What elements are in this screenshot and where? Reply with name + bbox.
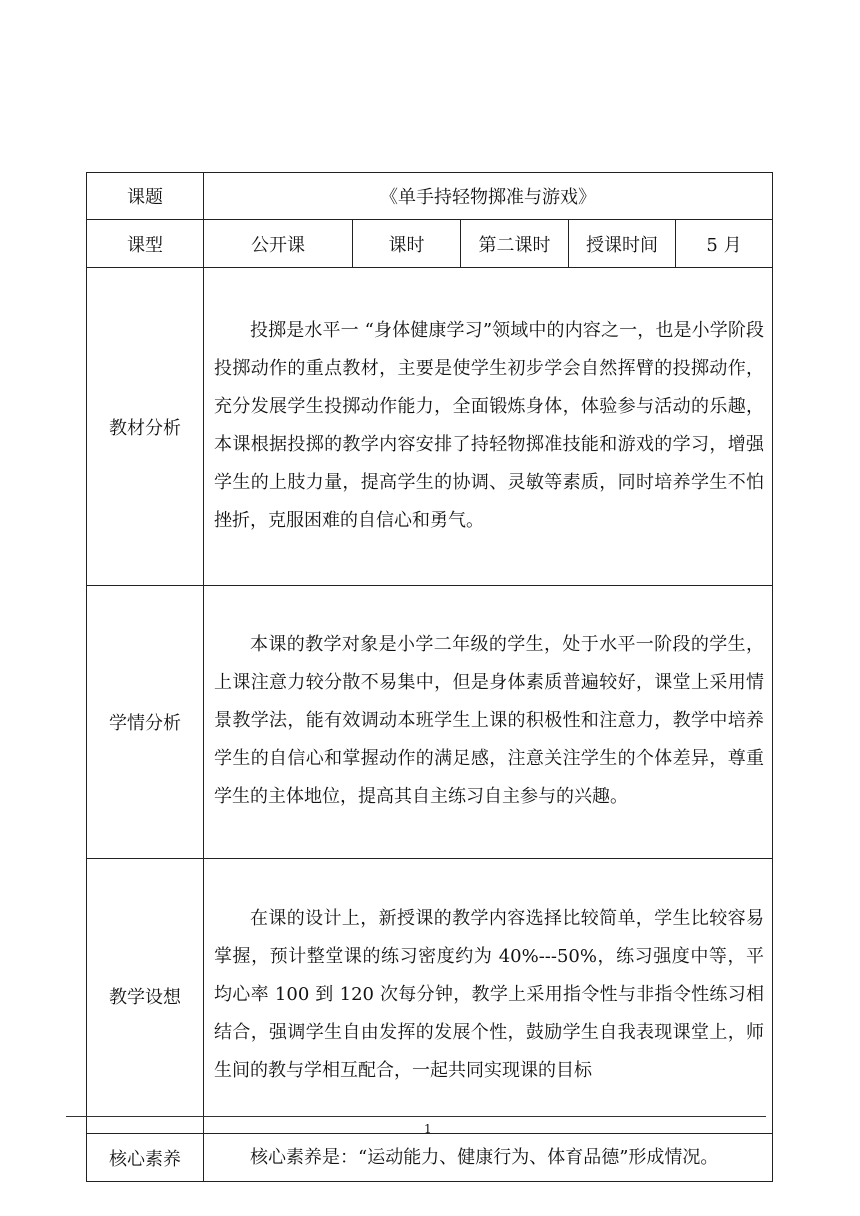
topic-value: 《单手持轻物掷准与游戏》 xyxy=(204,173,773,220)
time-value: 5 月 xyxy=(676,220,773,268)
material-text: 投掷是水平一 “身体健康学习”领域中的内容之一，也是小学阶段投掷动作的重点教材，主要是使学生初步学会自然挥臂的投掷动作，充分发展学生投掷动作能力，全面锻炼身体，体验参与活动的乐趣，本课根据投掷的教学内容安排了持轻物掷准技能和游戏的学习，增强学生的上肢力量，提高学生的协调、灵敏等素质，同时培养学生不怕挫折，克服困难的自信心和勇气。 xyxy=(204,268,773,586)
period-value: 第二课时 xyxy=(461,220,569,268)
type-row xyxy=(87,220,773,268)
core-label: 核心素养 xyxy=(87,1134,204,1182)
design-label: 教学设想 xyxy=(87,859,204,1134)
lesson-plan-table xyxy=(86,172,773,1182)
footer-divider xyxy=(66,1116,766,1117)
page-number: 1 xyxy=(424,1122,432,1136)
type-value: 公开课 xyxy=(204,220,353,268)
design-text: 在课的设计上，新授课的教学内容选择比较简单，学生比较容易掌握，预计整堂课的练习密度约为 40%---50%，练习强度中等，平均心率 100 到 120 次每分钟，教学上采用指令性与非指令性练习相结合，强调学生自由发挥的发展个性，鼓励学生自我表现课堂上，师生间的教与学相互配合，一起共同实现课的目标 xyxy=(204,859,773,1134)
topic-row xyxy=(87,173,773,220)
material-label: 教材分析 xyxy=(87,268,204,586)
core-text: 核心素养是：“运动能力、健康行为、体育品德”形成情况。 xyxy=(204,1134,773,1182)
students-label: 学情分析 xyxy=(87,586,204,859)
students-text: 本课的教学对象是小学二年级的学生，处于水平一阶段的学生，上课注意力较分散不易集中，但是身体素质普遍较好，课堂上采用情景教学法，能有效调动本班学生上课的积极性和注意力，教学中培养学生的自信心和掌握动作的满足感，注意关注学生的个体差异，尊重学生的主体地位，提高其自主练习自主参与的兴趣。 xyxy=(204,586,773,859)
time-label: 授课时间 xyxy=(569,220,676,268)
material-row xyxy=(87,268,773,586)
design-row xyxy=(87,859,773,1134)
students-row xyxy=(87,586,773,859)
topic-label: 课题 xyxy=(87,173,204,220)
core-row xyxy=(87,1134,773,1182)
period-label: 课时 xyxy=(353,220,461,268)
type-label: 课型 xyxy=(87,220,204,268)
